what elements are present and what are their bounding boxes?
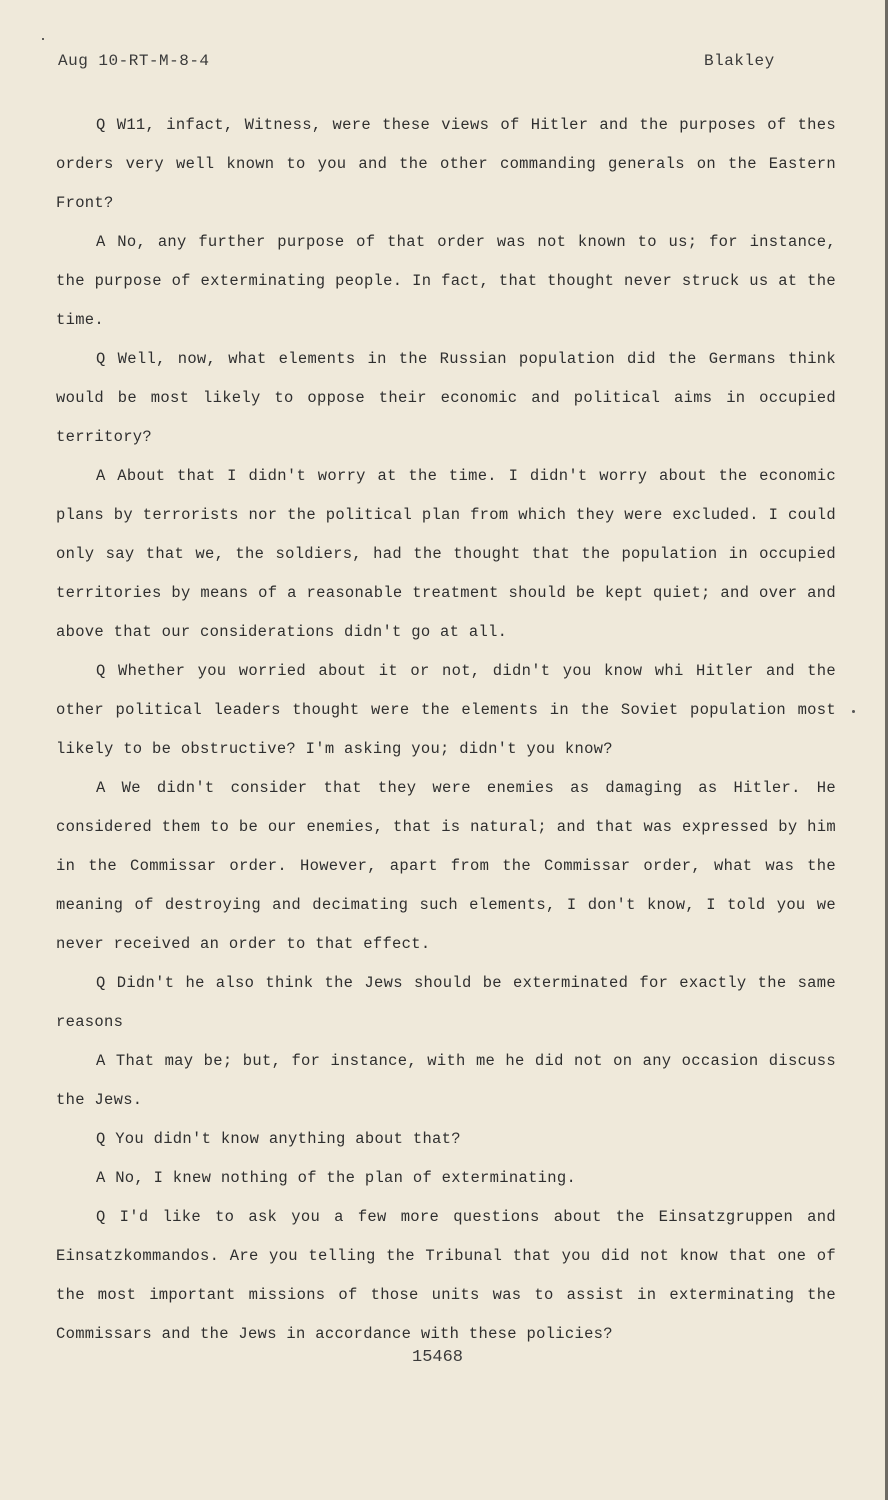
- paragraph: A We didn't consider that they were enemies as damaging as Hitler. He considered them to be our enemies, that is natural; and that was expressed by him in the Commissar order. However, apart from the Commissar order, what was the meaning of destroying and decimating such elements, I don't know, I told you we never received an order to that effect.: [56, 779, 836, 953]
- ink-speck-right: [852, 710, 855, 713]
- paragraph: Q W11, infact, Witness, were these views of Hitler and the purposes of thes orders very well known to you and the other commanding generals on the Eastern Front?: [56, 116, 836, 212]
- ink-speck: [42, 38, 44, 40]
- paragraph: Q I'd like to ask you a few more questions about the Einsatzgruppen and Einsatzkommandos. Are you telling the Tribunal that you did not know that one of the most important missions of those units was to assist in exterminating the Commissars and the Jews in accordance with these policies?: [56, 1208, 836, 1343]
- paragraph: A About that I didn't worry at the time. I didn't worry about the economic plans by terrorists nor the political plan from which they were excluded. I could only say that we, the soldiers, had the thought that the population in occupied territories by means of a reasonable treatment should be kept quiet; and over and above that our considerations didn't go at all.: [56, 467, 836, 641]
- paragraph: Q You didn't know anything about that?: [96, 1130, 461, 1148]
- page-number: 15468: [412, 1348, 464, 1367]
- paragraph: Q Didn't he also think the Jews should be exterminated for exactly the same reasons: [56, 974, 836, 1031]
- paragraph: A That may be; but, for instance, with me he did not on any occasion discuss the Jews.: [56, 1052, 836, 1109]
- interpreter-name: Blakley: [704, 52, 775, 70]
- paragraph: Q Well, now, what elements in the Russian population did the Germans think would be most likely to oppose their economic and political aims in occupied territory?: [56, 350, 836, 446]
- paragraph: Q Whether you worried about it or not, didn't you know whi Hitler and the other political leaders thought were the elements in the Soviet population most likely to be obstructive? I'm asking you; didn't you know?: [56, 662, 836, 758]
- paragraph: A No, I knew nothing of the plan of exterminating.: [96, 1169, 577, 1187]
- transcript-code: Aug 10-RT-M-8-4: [58, 52, 210, 70]
- paragraph: A No, any further purpose of that order was not known to us; for instance, the purpose of exterminating people. In fact, that thought never struck us at the time.: [56, 233, 836, 329]
- transcript-body: [56, 106, 836, 1354]
